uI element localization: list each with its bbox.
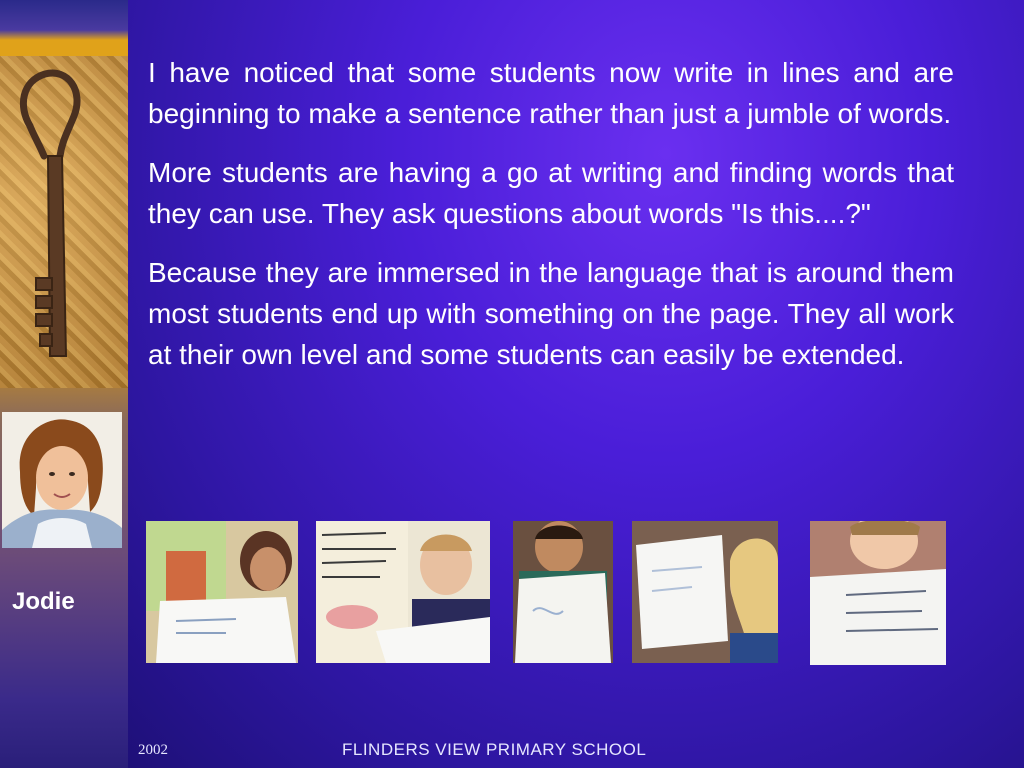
student-photos [0, 520, 1024, 665]
paragraph-1: I have noticed that some students now write in lines and are beginning to make a sentence rather than just a jumble of words. [148, 57, 954, 129]
paragraph-3: Because they are immersed in the language that is around them most students end up with something on the page. They all work at their own level and some students can easily be extended. [148, 257, 954, 370]
student-photo-1 [146, 521, 298, 663]
slide-text [148, 52, 954, 393]
footer-school-name: FLINDERS VIEW PRIMARY SCHOOL [342, 740, 647, 759]
skeleton-key-icon [0, 56, 128, 388]
presenter-name: Jodie [12, 588, 75, 615]
student-photo-4 [632, 521, 778, 663]
footer-year: 2002 [138, 742, 168, 758]
student-photo-3 [513, 521, 613, 663]
student-photo-2 [316, 521, 490, 663]
key-image [0, 56, 128, 388]
student-photo-5 [810, 521, 946, 665]
paragraph-2: More students are having a go at writing and finding words that they can use. They ask questions about words "Is this....?" [148, 157, 954, 229]
